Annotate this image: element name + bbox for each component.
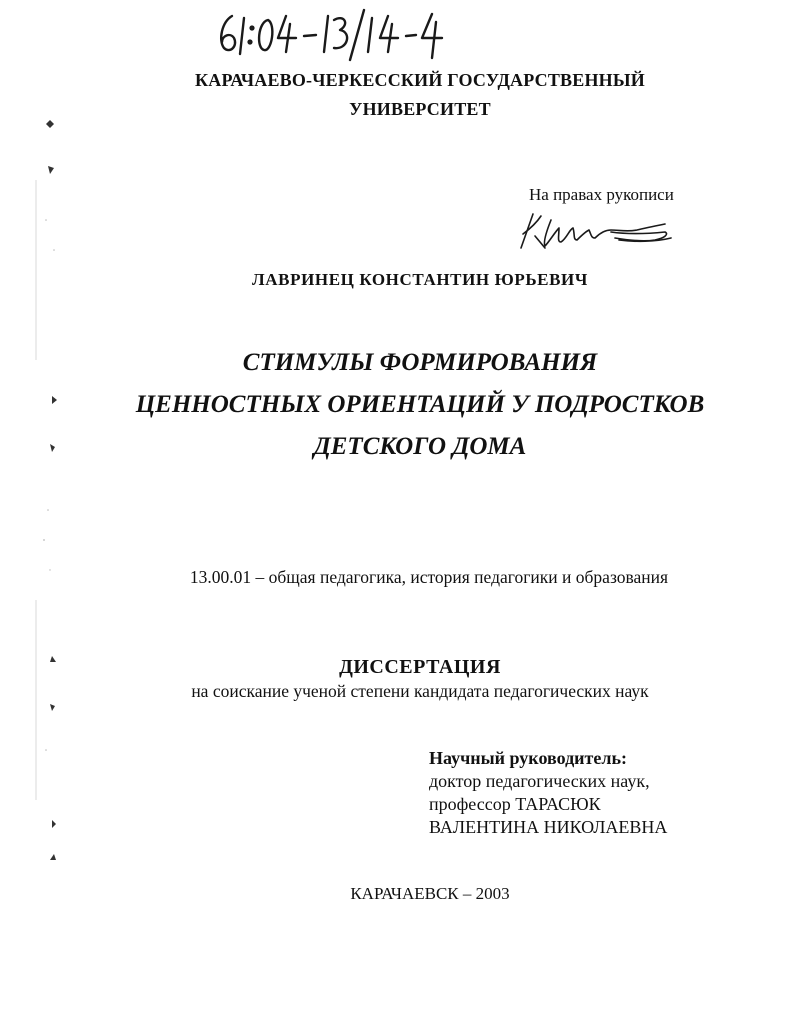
city-year: КАРАЧАЕВСК – 2003 <box>350 884 510 903</box>
specialty-code: 13.00.01 – общая педагогика, история педагогики и образования <box>189 567 669 587</box>
author-signature <box>515 208 685 253</box>
dissertation-title <box>90 342 750 468</box>
dissertation-label: ДИССЕРТАЦИЯ <box>339 656 501 678</box>
supervisor-name: ВАЛЕНТИНА НИКОЛАЕВНА <box>429 817 668 837</box>
university-name <box>140 66 700 124</box>
supervisor-heading: Научный руководитель: <box>429 748 627 768</box>
title-line-3: ДЕТСКОГО ДОМА <box>313 433 527 460</box>
title-line-2: ЦЕННОСТНЫХ ОРИЕНТАЦИЙ У ПОДРОСТКОВ <box>135 391 705 418</box>
author-name: ЛАВРИНЕЦ КОНСТАНТИН ЮРЬЕВИЧ <box>252 270 588 289</box>
supervisor-degree: доктор педагогических наук, <box>429 771 650 791</box>
university-line-2: УНИВЕРСИТЕТ <box>349 99 491 119</box>
supervisor-title: профессор ТАРАСЮК <box>429 794 601 814</box>
handwritten-archive-code <box>210 6 450 66</box>
university-line-1: КАРАЧАЕВО-ЧЕРКЕССКИЙ ГОСУДАРСТВЕННЫЙ <box>195 70 645 90</box>
dissertation-degree: на соискание ученой степени кандидата педагогических наук <box>191 681 649 701</box>
supervisor-block <box>429 747 667 839</box>
scan-margin-marks <box>30 100 70 860</box>
title-line-1: СТИМУЛЫ ФОРМИРОВАНИЯ <box>242 349 598 376</box>
manuscript-rights-label: На правах рукописи <box>529 185 674 204</box>
